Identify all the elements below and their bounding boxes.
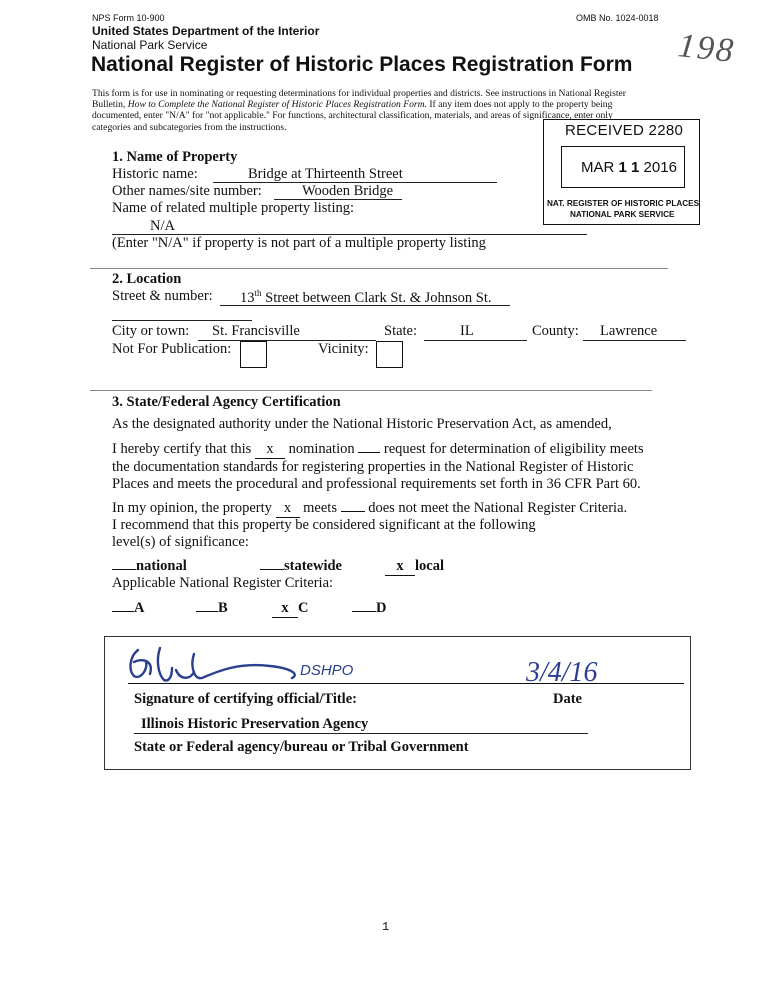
- level-statewide[interactable]: statewide: [260, 558, 342, 575]
- other-names-value[interactable]: Wooden Bridge: [302, 183, 394, 199]
- criterion-a[interactable]: A: [112, 600, 144, 617]
- agency-name-value[interactable]: Illinois Historic Preservation Agency: [141, 716, 369, 732]
- section-3-title: 3. State/Federal Agency Certification: [112, 394, 341, 410]
- agency-type-label: State or Federal agency/bureau or Tribal Government: [134, 739, 469, 755]
- handwritten-date: 3/4/16: [526, 657, 598, 688]
- intro-line-3: documented, enter "N/A" for "not applicable." For functions, architectural classification, materials, and areas of significance, enter only: [92, 110, 613, 122]
- city-value[interactable]: St. Francisville: [212, 323, 300, 339]
- department-name: United States Department of the Interior: [92, 24, 320, 38]
- other-names-label: Other names/site number:: [112, 183, 262, 199]
- service-name: National Park Service: [92, 38, 208, 52]
- certify-line-3: Places and meets the procedural and professional requirements set forth in 36 CFR Part 60.: [112, 476, 641, 492]
- not-for-publication-checkbox[interactable]: [240, 341, 267, 368]
- meets-mark: x: [276, 500, 300, 518]
- certification-intro: As the designated authority under the National Historic Preservation Act, as amended,: [112, 416, 612, 432]
- vicinity-label: Vicinity:: [318, 341, 369, 357]
- intro-line-4: categories and subcategories from the instructions.: [92, 121, 287, 133]
- criterion-d[interactable]: D: [352, 600, 386, 617]
- handwritten-title-abbrev: DSHPO: [300, 662, 354, 679]
- opinion-line-2: I recommend that this property be considered significant at the following: [112, 517, 536, 533]
- level-local[interactable]: x local: [385, 558, 444, 576]
- stamp-date: MAR 1 1 2016: [581, 159, 677, 176]
- does-not-meet-mark: [341, 511, 365, 512]
- stamp-received: RECEIVED 2280: [565, 122, 684, 139]
- criterion-c[interactable]: x C: [272, 600, 308, 618]
- intro-line-2: Bulletin, How to Complete the National Register of Historic Places Registration Form. If any item does not apply to the property being: [92, 99, 613, 111]
- certify-line-1: I hereby certify that this x nomination request for determination of eligibility meets: [112, 441, 644, 457]
- section-1-title: 1. Name of Property: [112, 149, 238, 165]
- nomination-mark: x: [255, 441, 285, 459]
- county-label: County:: [532, 323, 579, 339]
- form-number: NPS Form 10-900: [92, 13, 165, 23]
- section-2-title: 2. Location: [112, 271, 182, 287]
- received-stamp: [543, 119, 701, 225]
- multiple-listing-label: Name of related multiple property listing:: [112, 200, 355, 216]
- historic-name-value[interactable]: Bridge at Thirteenth Street: [248, 166, 403, 182]
- intro-line-1: This form is for use in nominating or requesting determinations for individual properties and districts. See instructions in National Register: [92, 88, 626, 99]
- state-value[interactable]: IL: [460, 323, 474, 339]
- not-for-publication-label: Not For Publication:: [112, 341, 232, 357]
- certify-line-2: the documentation standards for registering properties in the National Register of Historic: [112, 459, 634, 475]
- signature-official-label: Signature of certifying official/Title:: [134, 691, 357, 707]
- handwritten-page-number: 198: [676, 27, 737, 70]
- historic-name-label: Historic name:: [112, 166, 198, 182]
- multiple-listing-value[interactable]: N/A: [150, 218, 175, 234]
- vicinity-checkbox[interactable]: [376, 341, 403, 368]
- request-mark: [358, 452, 380, 453]
- page-number: 1: [382, 920, 390, 934]
- state-label: State:: [384, 323, 418, 339]
- criterion-b[interactable]: B: [196, 600, 228, 617]
- form-title: National Register of Historic Places Registration Form: [91, 53, 633, 76]
- omb-number: OMB No. 1024-0018: [576, 13, 659, 23]
- signature-date-label: Date: [553, 691, 582, 707]
- level-national[interactable]: national: [112, 558, 187, 575]
- opinion-line-3: level(s) of significance:: [112, 534, 249, 550]
- street-label: Street & number:: [112, 288, 213, 304]
- criteria-label: Applicable National Register Criteria:: [112, 575, 334, 591]
- county-value[interactable]: Lawrence: [600, 323, 658, 339]
- street-value[interactable]: 13th Street between Clark St. & Johnson St.: [240, 288, 492, 306]
- city-label: City or town:: [112, 323, 190, 339]
- stamp-line-1: NAT. REGISTER OF HISTORIC PLACES: [547, 199, 700, 208]
- multiple-listing-note: (Enter "N/A" if property is not part of a multiple property listing: [112, 235, 486, 251]
- opinion-line-1: In my opinion, the property x meets does not meet the National Register Criteria.: [112, 500, 628, 516]
- stamp-line-2: NATIONAL PARK SERVICE: [570, 210, 675, 219]
